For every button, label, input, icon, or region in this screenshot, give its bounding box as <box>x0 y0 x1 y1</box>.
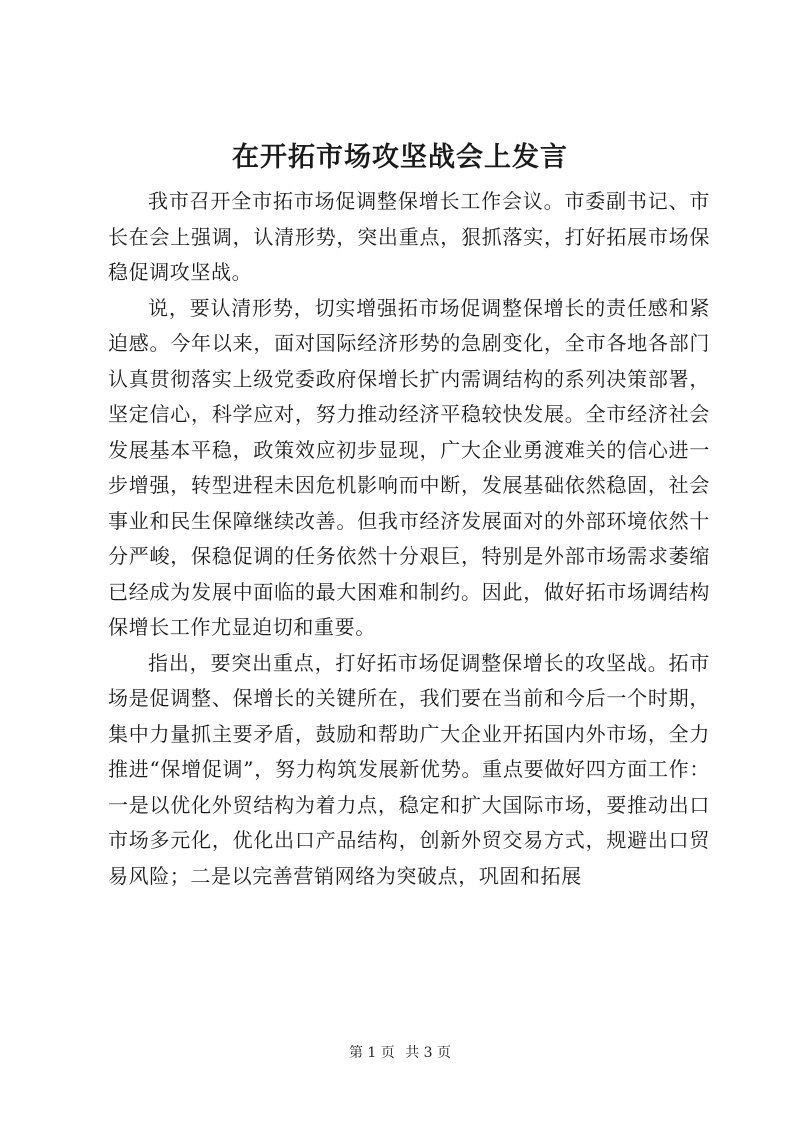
paragraph-1: 我市召开全市拓市场促调整保增长工作会议。市委副书记、市长在会上强调，认清形势，突出重点，狠抓落实，打好拓展市场保稳促调攻坚战。 <box>108 189 710 284</box>
paragraph-3: 指出，要突出重点，打好拓市场促调整保增长的攻坚战。拓市场是促调整、保增长的关键所在，我们要在当前和今后一个时期，集中力量抓主要矛盾，鼓励和帮助广大企业开拓国内外市场，全力推进“保增促调”，努力构筑发展新优势。重点要做好四方面工作：一是以优化外贸结构为着力点，稳定和扩大国际市场，要推动出口市场多元化，优化出口产品结构，创新外贸交易方式，规避出口贸易风险；二是以完善营销网络为突破点，巩固和拓展 <box>108 650 710 888</box>
document-body <box>108 184 710 894</box>
page-footer <box>0 1043 800 1063</box>
document-title: 在开拓市场攻坚战会上发言 <box>232 142 568 173</box>
page-number: 第 1 页 <box>348 1045 395 1061</box>
page-total: 共 3 页 <box>405 1045 452 1061</box>
paragraph-2: 说，要认清形势，切实增强拓市场促调整保增长的责任感和紧迫感。今年以来，面对国际经济形势的急剧变化，全市各地各部门认真贯彻落实上级党委政府保增长扩内需调结构的系列决策部署，坚定信心，科学应对，努力推动经济平稳较快发展。全市经济社会发展基本平稳，政策效应初步显现，广大企业勇渡难关的信心进一步增强，转型进程未因危机影响而中断，发展基础依然稳固，社会事业和民生保障继续改善。但我市经济发展面对的外部环境依然十分严峻，保稳促调的任务依然十分艰巨，特别是外部市场需求萎缩已经成为发展中面临的最大困难和制约。因此，做好拓市场调结构保增长工作尤显迫切和重要。 <box>108 295 710 639</box>
